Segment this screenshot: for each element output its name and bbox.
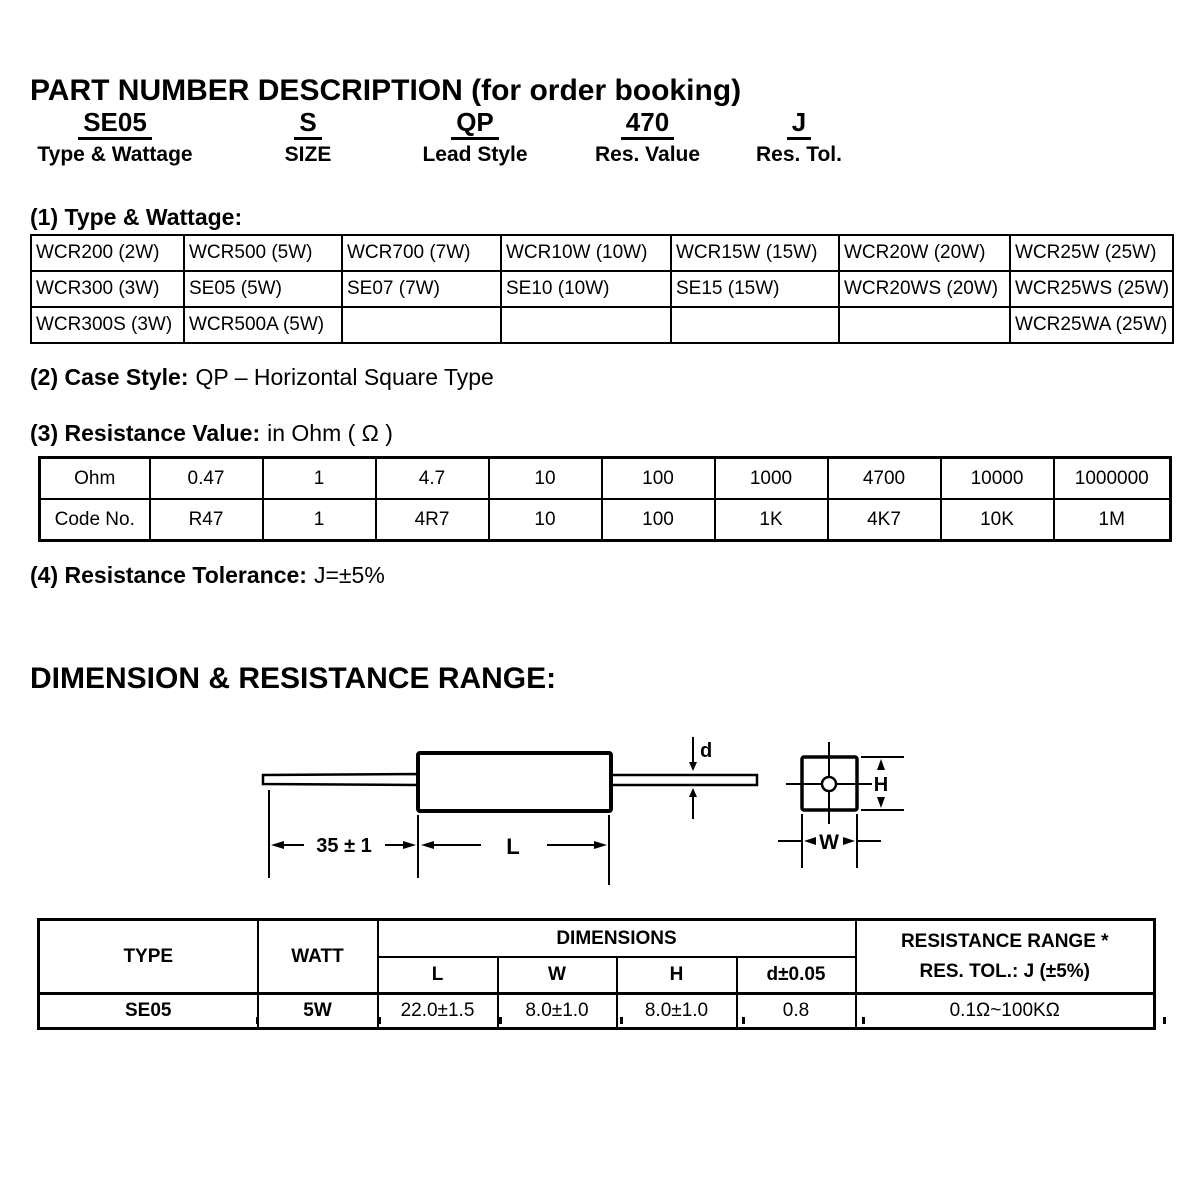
- part-code-res-value-code: 470: [621, 108, 674, 140]
- table-cell: WCR300S (3W): [31, 307, 184, 343]
- part-code-res-tol-label: Res. Tol.: [756, 142, 842, 166]
- h-dim-arrow-up: [877, 759, 885, 770]
- table-cell-l: 22.0±1.5: [378, 994, 498, 1029]
- column-header-h: H: [617, 957, 737, 994]
- part-code-type-wattage-label: Type & Wattage: [37, 142, 193, 166]
- table-cell: WCR15W (15W): [671, 235, 839, 271]
- table-cell: WCR500A (5W): [184, 307, 342, 343]
- table-cell: WCR700 (7W): [342, 235, 501, 271]
- body-dim-arrow-right: [594, 841, 607, 849]
- part-code-size-code: S: [294, 108, 321, 140]
- body-dim-arrow-left: [421, 841, 434, 849]
- section-case-style: [30, 364, 494, 391]
- column-header-l: L: [378, 957, 498, 994]
- table-row: [39, 994, 1155, 1029]
- table-row: [40, 499, 1171, 541]
- resistor-dimension-drawing: [230, 700, 980, 900]
- table-cell-range: 0.1Ω~100KΩ: [856, 994, 1155, 1029]
- table-cell: [839, 307, 1010, 343]
- table-cell: WCR25WS (25W): [1010, 271, 1173, 307]
- table-cell: 4700: [828, 458, 941, 500]
- resistor-body: [418, 753, 611, 811]
- table-continuation-tick: [499, 1017, 502, 1024]
- column-header-d: d±0.05: [737, 957, 856, 994]
- w-dim-arrow-right: [843, 837, 855, 845]
- part-code-type-wattage-code: SE05: [78, 108, 152, 140]
- section-heading-type-wattage: [30, 204, 242, 231]
- case-style-heading: (2) Case Style:: [30, 364, 189, 390]
- table-cell: 1K: [715, 499, 828, 541]
- table-row: [31, 307, 1173, 343]
- h-dim-arrow-down: [877, 797, 885, 808]
- table-cell: 4R7: [376, 499, 489, 541]
- resistance-tolerance-value: J=±5%: [313, 562, 385, 588]
- table-cell: 1000000: [1054, 458, 1171, 500]
- table-cell: SE10 (10W): [501, 271, 671, 307]
- part-code-res-value-label: Res. Value: [594, 142, 701, 166]
- type-wattage-table: [30, 234, 1174, 344]
- table-row: [40, 458, 1171, 500]
- table-cell: 1000: [715, 458, 828, 500]
- lead-length-label: 35 ± 1: [316, 835, 372, 857]
- column-header-w: W: [498, 957, 617, 994]
- table-cell: WCR20WS (20W): [839, 271, 1010, 307]
- table-row: [31, 235, 1173, 271]
- table-continuation-tick: [256, 1017, 259, 1024]
- table-cell: [671, 307, 839, 343]
- part-code-size-label: SIZE: [284, 142, 332, 166]
- part-code-size: [248, 108, 368, 167]
- section-resistance-value: [30, 420, 393, 447]
- d-arrow-down: [689, 762, 697, 771]
- height-label: H: [873, 774, 889, 796]
- table-cell: SE07 (7W): [342, 271, 501, 307]
- table-row: [31, 271, 1173, 307]
- column-header-resistance-range: [856, 920, 1155, 994]
- lead-diameter-label: d: [700, 740, 713, 762]
- resistance-range-line1: RESISTANCE RANGE *: [900, 931, 1109, 953]
- table-cell: Ohm: [40, 458, 150, 500]
- table-cell: 4.7: [376, 458, 489, 500]
- resistance-tolerance-heading: (4) Resistance Tolerance:: [30, 562, 307, 588]
- part-code-lead-style-label: Lead Style: [422, 142, 528, 166]
- table-cell: SE15 (15W): [671, 271, 839, 307]
- section-resistance-tolerance: [30, 562, 385, 589]
- part-code-res-tol: [738, 108, 860, 167]
- dimension-section-heading: DIMENSION & RESISTANCE RANGE:: [30, 662, 557, 695]
- w-dim-arrow-left: [804, 837, 816, 845]
- table-cell: WCR10W (10W): [501, 235, 671, 271]
- part-code-lead-style: [400, 108, 550, 167]
- type-wattage-heading: (1) Type & Wattage:: [30, 204, 243, 230]
- table-cell: WCR25W (25W): [1010, 235, 1173, 271]
- table-cell: WCR20W (20W): [839, 235, 1010, 271]
- table-cell: 10K: [941, 499, 1054, 541]
- table-cell: 10: [489, 499, 602, 541]
- table-cell: 0.47: [150, 458, 263, 500]
- table-continuation-tick: [1163, 1017, 1166, 1024]
- table-cell: SE05 (5W): [184, 271, 342, 307]
- table-cell: 10000: [941, 458, 1054, 500]
- table-cell-type: SE05: [39, 994, 258, 1029]
- lead-dim-arrow-right: [403, 841, 416, 849]
- resistance-value-unit-note: in Ohm ( Ω ): [267, 420, 393, 446]
- table-cell: WCR25WA (25W): [1010, 307, 1173, 343]
- table-cell: 10: [489, 458, 602, 500]
- part-code-res-value: [575, 108, 720, 167]
- dimension-resistance-table: [37, 918, 1156, 1030]
- right-lead: [611, 775, 757, 785]
- table-header-row: [39, 920, 1155, 958]
- column-header-type: TYPE: [39, 920, 258, 994]
- d-arrow-up: [689, 788, 697, 797]
- table-cell: [501, 307, 671, 343]
- cross-section-lead-hole: [822, 777, 836, 791]
- table-cell: Code No.: [40, 499, 150, 541]
- table-cell-d: 0.8: [737, 994, 856, 1029]
- width-label: W: [819, 831, 839, 854]
- table-cell: R47: [150, 499, 263, 541]
- table-continuation-tick: [37, 1017, 40, 1024]
- part-code-lead-style-code: QP: [451, 108, 499, 140]
- table-cell: [342, 307, 501, 343]
- table-cell-w: 8.0±1.0: [498, 994, 617, 1029]
- table-cell-h: 8.0±1.0: [617, 994, 737, 1029]
- lead-dim-arrow-left: [271, 841, 284, 849]
- table-cell: WCR500 (5W): [184, 235, 342, 271]
- table-cell: 100: [602, 458, 715, 500]
- resistance-value-table: [38, 456, 1172, 542]
- table-cell-watt: 5W: [258, 994, 378, 1029]
- table-cell: 100: [602, 499, 715, 541]
- table-cell: WCR300 (3W): [31, 271, 184, 307]
- table-cell: 1: [263, 499, 376, 541]
- resistance-range-line2: RES. TOL.: J (±5%): [919, 960, 1091, 982]
- column-header-dimensions: DIMENSIONS: [378, 920, 856, 958]
- table-continuation-tick: [742, 1017, 745, 1024]
- column-header-watt: WATT: [258, 920, 378, 994]
- table-cell: 1: [263, 458, 376, 500]
- table-cell: 1M: [1054, 499, 1171, 541]
- table-cell: 4K7: [828, 499, 941, 541]
- table-continuation-tick: [378, 1017, 381, 1024]
- resistance-value-heading: (3) Resistance Value:: [30, 420, 261, 446]
- part-code-type-wattage: [20, 108, 210, 167]
- part-code-res-tol-code: J: [787, 108, 811, 140]
- left-lead: [263, 774, 419, 785]
- table-cell: WCR200 (2W): [31, 235, 184, 271]
- case-style-value: QP – Horizontal Square Type: [195, 364, 494, 390]
- body-length-label: L: [506, 834, 520, 859]
- table-continuation-tick: [862, 1017, 865, 1024]
- page-title: PART NUMBER DESCRIPTION (for order booking): [30, 74, 742, 107]
- table-continuation-tick: [620, 1017, 623, 1024]
